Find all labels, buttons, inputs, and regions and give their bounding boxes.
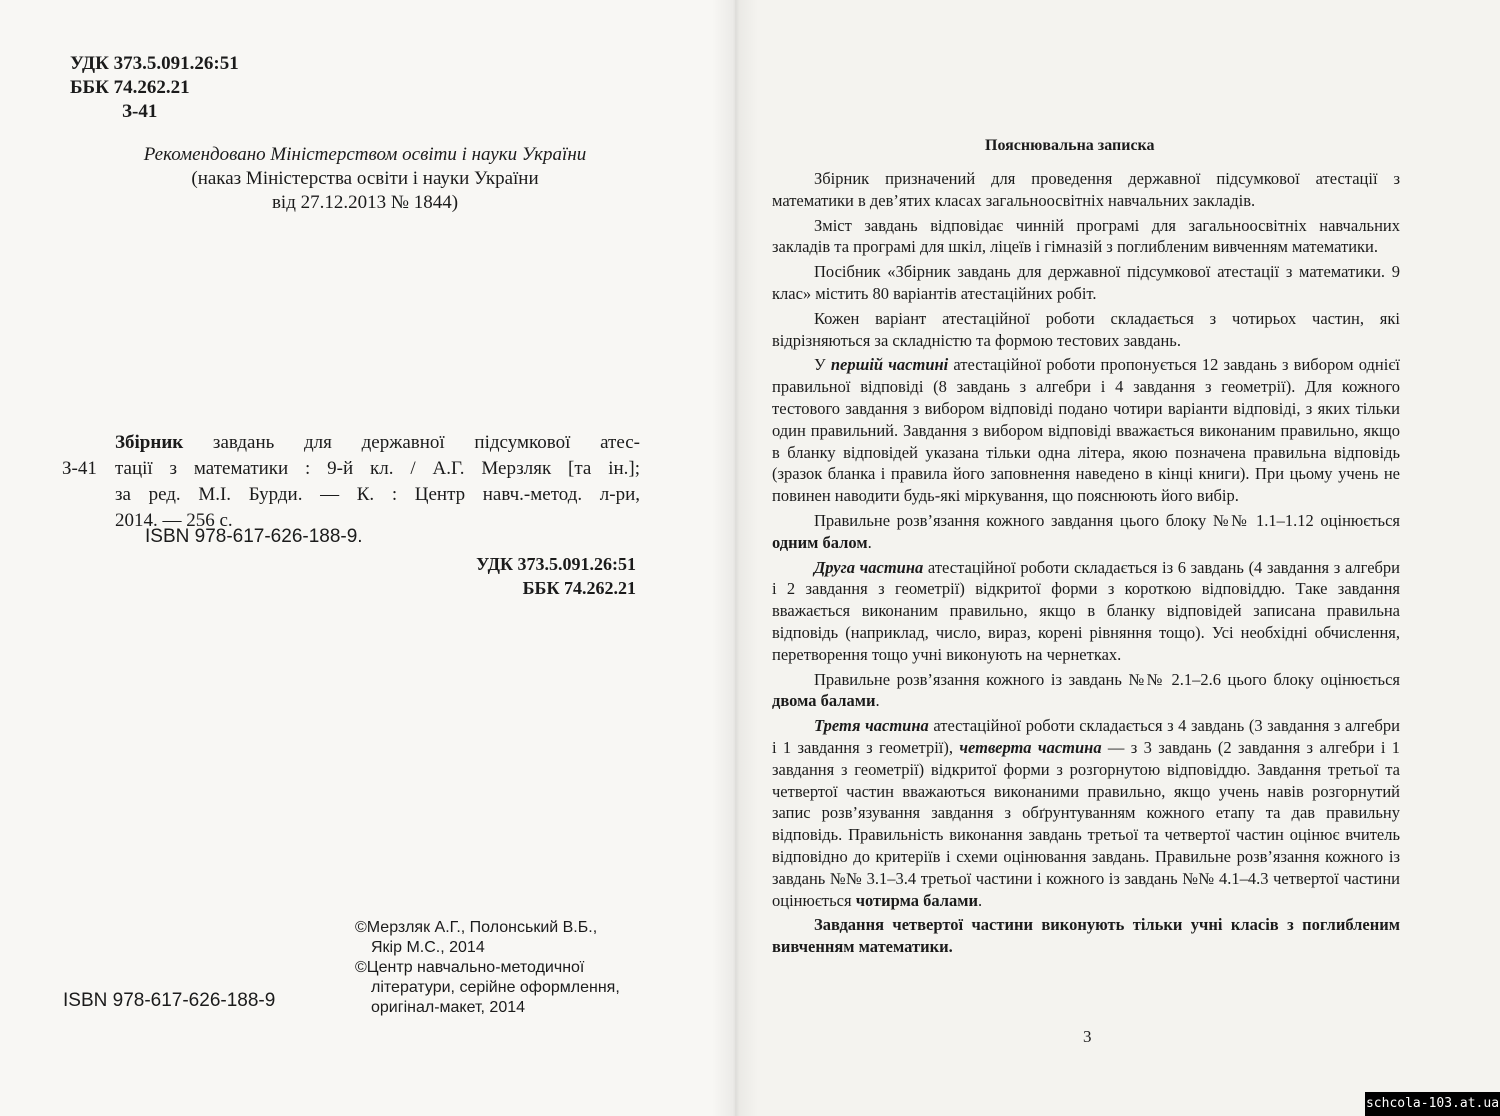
bib-line-3: за ред. М.І. Бурди. — К. : Центр навч.-метод. л-ри,: [115, 484, 640, 505]
paragraph-4: Кожен варіант атестаційної роботи складається з чотирьох частин, які відрізняються за складністю та формою тестових завдань.: [772, 308, 1400, 350]
bottom-classification: [430, 552, 636, 600]
udk-code: УДК 373.5.091.26:51: [70, 53, 239, 74]
paragraph-2: Зміст завдань відповідає чинній програмі для загальноосвітніх навчальних закладів та програмі для шкіл, ліцеїв і гімназій з поглибленим вивченням математики.: [772, 215, 1400, 257]
p5-rest: атестаційної роботи пропонується 12 завдань з вибором однієї правильної відповіді (8 завдань з алгебри і 4 завдання з геометрії). Для кожного тестового завдання з вибором відповіді подано чотири варіанти відповіді, з яких тільки один правильний. Завдання з вибором відповіді вважається виконаним правильно, якщо в бланку відповідей указана тільки одна літера, якою позначена правильна відповідь (зразок бланка і правила його заповнення наведено в кінці книги). При цьому учень не повинен наводити будь-які міркування, що пояснюють його вибір.: [772, 355, 1400, 506]
paragraph-1: Збірник призначений для проведення державної підсумкової атестації з математики в дев’ятих класах загальноосвітніх навчальних закладів.: [772, 169, 1400, 210]
p6-start: Правильне розв’язання кожного завдання цього блоку №№ 1.1–1.12 оцінюється: [814, 510, 1400, 530]
ministry-recommendation: [90, 143, 640, 215]
p9-end: .: [977, 890, 983, 910]
p9-emphasis-2: четверта частина: [959, 737, 1102, 757]
classification-codes: [70, 52, 239, 124]
paragraph-6: [772, 510, 1400, 554]
p6-bold: одним балом: [772, 532, 868, 552]
p6-end: .: [867, 532, 872, 552]
p7-rest: атестаційної роботи складається із 6 завдань (4 завдання з алгебри і 2 завдання з геометрії) відкритої форми з короткою відповіддю. Таке завдання вважається виконаним правильно, якщо в бланку відповідей записана правильна відповідь (наприклад, число, вираз, корені рівняння тощо). Усі необхідні обчислення, перетворення тощо учні виконують на чернетках.: [772, 557, 1401, 664]
paragraph-8: [772, 669, 1400, 713]
bibliographic-record: [115, 430, 640, 534]
paragraph-5: [772, 354, 1400, 507]
copyright-line-5: оригінал-макет, 2014: [371, 999, 526, 1016]
recommendation-line-1: Рекомендовано Міністерством освіти і науки України: [143, 144, 587, 165]
book-gutter: [712, 0, 758, 1116]
p5-emphasis: першій частині: [830, 355, 949, 375]
p5-start: У: [814, 355, 831, 375]
paragraph-7: [772, 557, 1400, 666]
p9-mid: атестаційної роботи складається з 4 завдань (3 завдання з алгебри і 1 завдання з геометрії),: [772, 716, 1400, 757]
bbk-code-bottom: ББК 74.262.21: [522, 578, 636, 598]
bib-line-4: 2014. — 256 с.: [115, 510, 233, 531]
p9-bold: чотирма балами: [855, 890, 978, 910]
page-number: 3: [1083, 1027, 1092, 1046]
copyright-line-1: ©Мерзляк А.Г., Полонський В.Б.,: [355, 919, 598, 936]
p8-start: Правильне розв’язання кожного із завдань №№ 2.1–2.6 цього блоку оцінюється: [814, 669, 1400, 689]
copyright-block: [355, 918, 645, 1018]
isbn-line: ISBN 978-617-626-188-9.: [145, 526, 363, 547]
paragraph-10: Завдання четвертої частини виконують тільки учні класів з поглибленим вивченням математики.: [772, 915, 1400, 957]
copyright-line-2: Якір М.С., 2014: [371, 939, 485, 956]
p8-bold: двома балами: [772, 691, 876, 711]
bib-line-1: завдань для державної підсумкової атес-: [183, 432, 640, 453]
author-mark: З-41: [122, 101, 158, 122]
p7-emphasis: Друга частина: [814, 557, 924, 577]
copyright-line-3: ©Центр навчально-методичної: [355, 959, 585, 976]
copyright-line-4: літератури, серійне оформлення,: [371, 979, 620, 996]
paragraph-9: [772, 715, 1400, 911]
paragraph-3: Посібник «Збірник завдань для державної підсумкової атестації з математики. 9 клас» містить 80 варіантів атестаційних робіт.: [772, 262, 1400, 303]
p8-end: .: [875, 691, 880, 711]
left-page: [0, 0, 735, 1116]
bbk-code: ББК 74.262.21: [70, 77, 190, 98]
bib-author-mark: З-41: [62, 458, 97, 479]
recommendation-line-2: (наказ Міністерства освіти і науки України: [191, 168, 539, 189]
udk-code-bottom: УДК 373.5.091.26:51: [476, 554, 636, 574]
explanatory-text: [772, 168, 1400, 961]
bib-lead-word: Збірник: [115, 432, 184, 453]
page-title: Пояснювальна записка: [985, 137, 1155, 154]
site-watermark: schcola-103.at.ua: [1365, 1092, 1500, 1116]
bib-line-2: тації з математики : 9-й кл. / А.Г. Мерзляк [та ін.];: [115, 458, 640, 479]
recommendation-line-3: від 27.12.2013 № 1844): [271, 192, 459, 213]
p9-rest: — з 3 завдань (2 завдання з алгебри і 1 завдання з геометрії) відкритої форми з розгорнутою відповіддю. Завдання третьої та четвертої частин вважаються виконаними правильно, якщо учень навів розгорнутий запис розв’язування завдання з обґрунтуванням кожного етапу та дав правильну відповідь. Правильність виконання завдань третьої та четвертої частин оцінює вчитель відповідно до критеріїв і схеми оцінювання завдань. Правильне розв’язання кожного із завдань №№ 3.1–3.4 третьої частини і кожного із завдань №№ 4.1–4.3 четвертої частини оцінюється: [772, 737, 1401, 910]
p9-emphasis-1: Третя частина: [814, 716, 929, 736]
isbn-bottom: ISBN 978-617-626-188-9: [63, 990, 276, 1011]
